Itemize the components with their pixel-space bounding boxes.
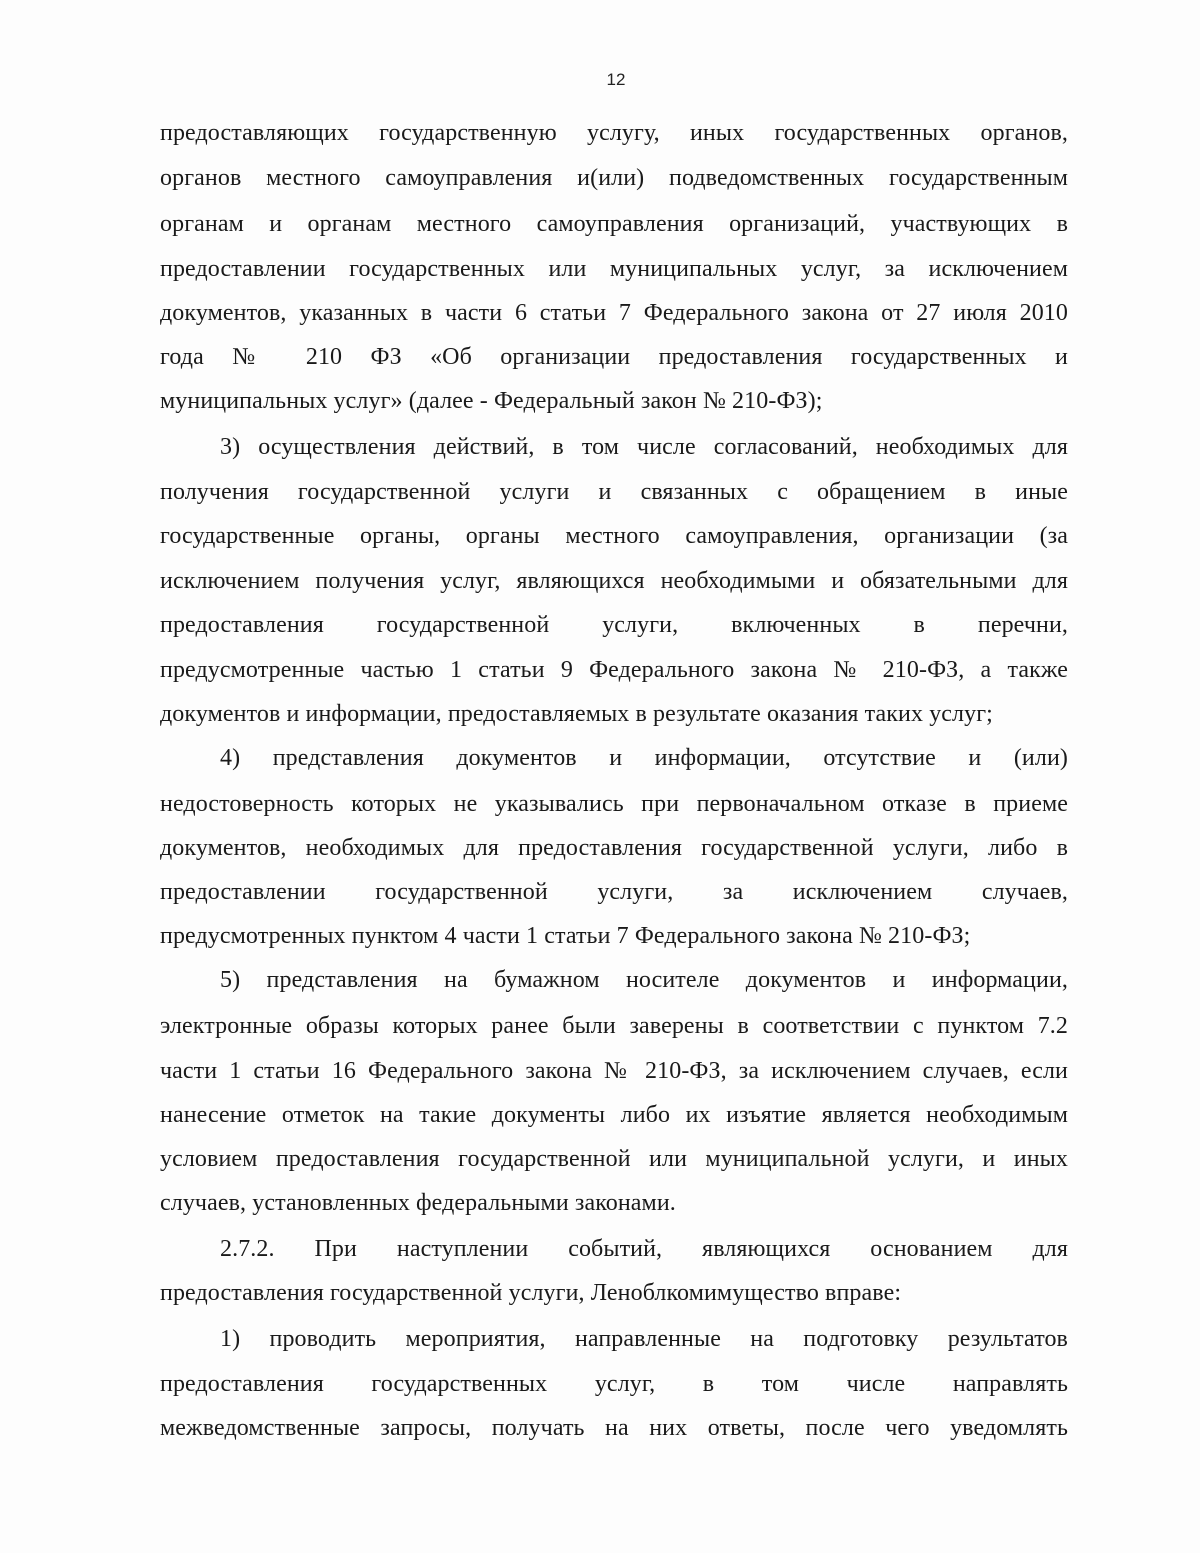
paragraph-first-line: 3) осуществления действий, в том числе согласований, необходимых для: [220, 434, 1068, 460]
text-line: межведомственные запросы, получать на них ответы, после чего уведомлять: [160, 1415, 1068, 1441]
text-line: части 1 статьи 16 Федерального закона № 210-ФЗ, за исключением случаев, если: [160, 1058, 1068, 1084]
text-line: условием предоставления государственной или муниципальной услуги, и иных: [160, 1146, 1068, 1172]
paragraph-first-line: 5) представления на бумажном носителе документов и информации,: [220, 967, 1068, 993]
text-line: предоставления государственных услуг, в том числе направлять: [160, 1371, 1068, 1397]
text-line: года № 210 ФЗ «Об организации предоставления государственных и: [160, 344, 1068, 370]
text-line: случаев, установленных федеральными законами.: [160, 1190, 676, 1216]
paragraph-first-line: 2.7.2. При наступлении событий, являющихся основанием для: [220, 1236, 1068, 1262]
text-line: получения государственной услуги и связанных с обращением в иные: [160, 479, 1068, 505]
text-line: предоставлении государственных или муниципальных услуг, за исключением: [160, 256, 1068, 282]
text-line: документов и информации, предоставляемых в результате оказания таких услуг;: [160, 701, 993, 727]
text-line: государственные органы, органы местного самоуправления, организации (за: [160, 523, 1068, 549]
paragraph-first-line: 4) представления документов и информации, отсутствие и (или): [220, 745, 1068, 771]
text-line: нанесение отметок на такие документы либо их изъятие является необходимым: [160, 1102, 1068, 1128]
text-line: недостоверность которых не указывались при первоначальном отказе в приеме: [160, 791, 1068, 817]
text-line: документов, указанных в части 6 статьи 7 Федерального закона от 27 июля 2010: [160, 300, 1068, 326]
text-line: исключением получения услуг, являющихся необходимыми и обязательными для: [160, 568, 1068, 594]
text-line: предусмотренных пунктом 4 части 1 статьи 7 Федерального закона № 210-ФЗ;: [160, 923, 971, 949]
page-number: 12: [606, 70, 626, 89]
text-line: предоставляющих государственную услугу, иных государственных органов,: [160, 120, 1068, 146]
text-line: предусмотренные частью 1 статьи 9 Федерального закона № 210-ФЗ, а также: [160, 657, 1068, 683]
text-line: органам и органам местного самоуправления организаций, участвующих в: [160, 211, 1068, 237]
text-line: предоставлении государственной услуги, за исключением случаев,: [160, 879, 1068, 905]
text-line: органов местного самоуправления и(или) подведомственных государственным: [160, 165, 1068, 191]
paragraph-first-line: 1) проводить мероприятия, направленные на подготовку результатов: [220, 1326, 1068, 1352]
text-line: предоставления государственной услуги, включенных в перечни,: [160, 612, 1068, 638]
text-line: предоставления государственной услуги, Леноблкомимущество вправе:: [160, 1280, 902, 1306]
text-line: документов, необходимых для предоставления государственной услуги, либо в: [160, 835, 1068, 861]
text-line: муниципальных услуг» (далее - Федеральный закон № 210-ФЗ);: [160, 388, 823, 414]
text-line: электронные образы которых ранее были заверены в соответствии с пунктом 7.2: [160, 1013, 1068, 1039]
